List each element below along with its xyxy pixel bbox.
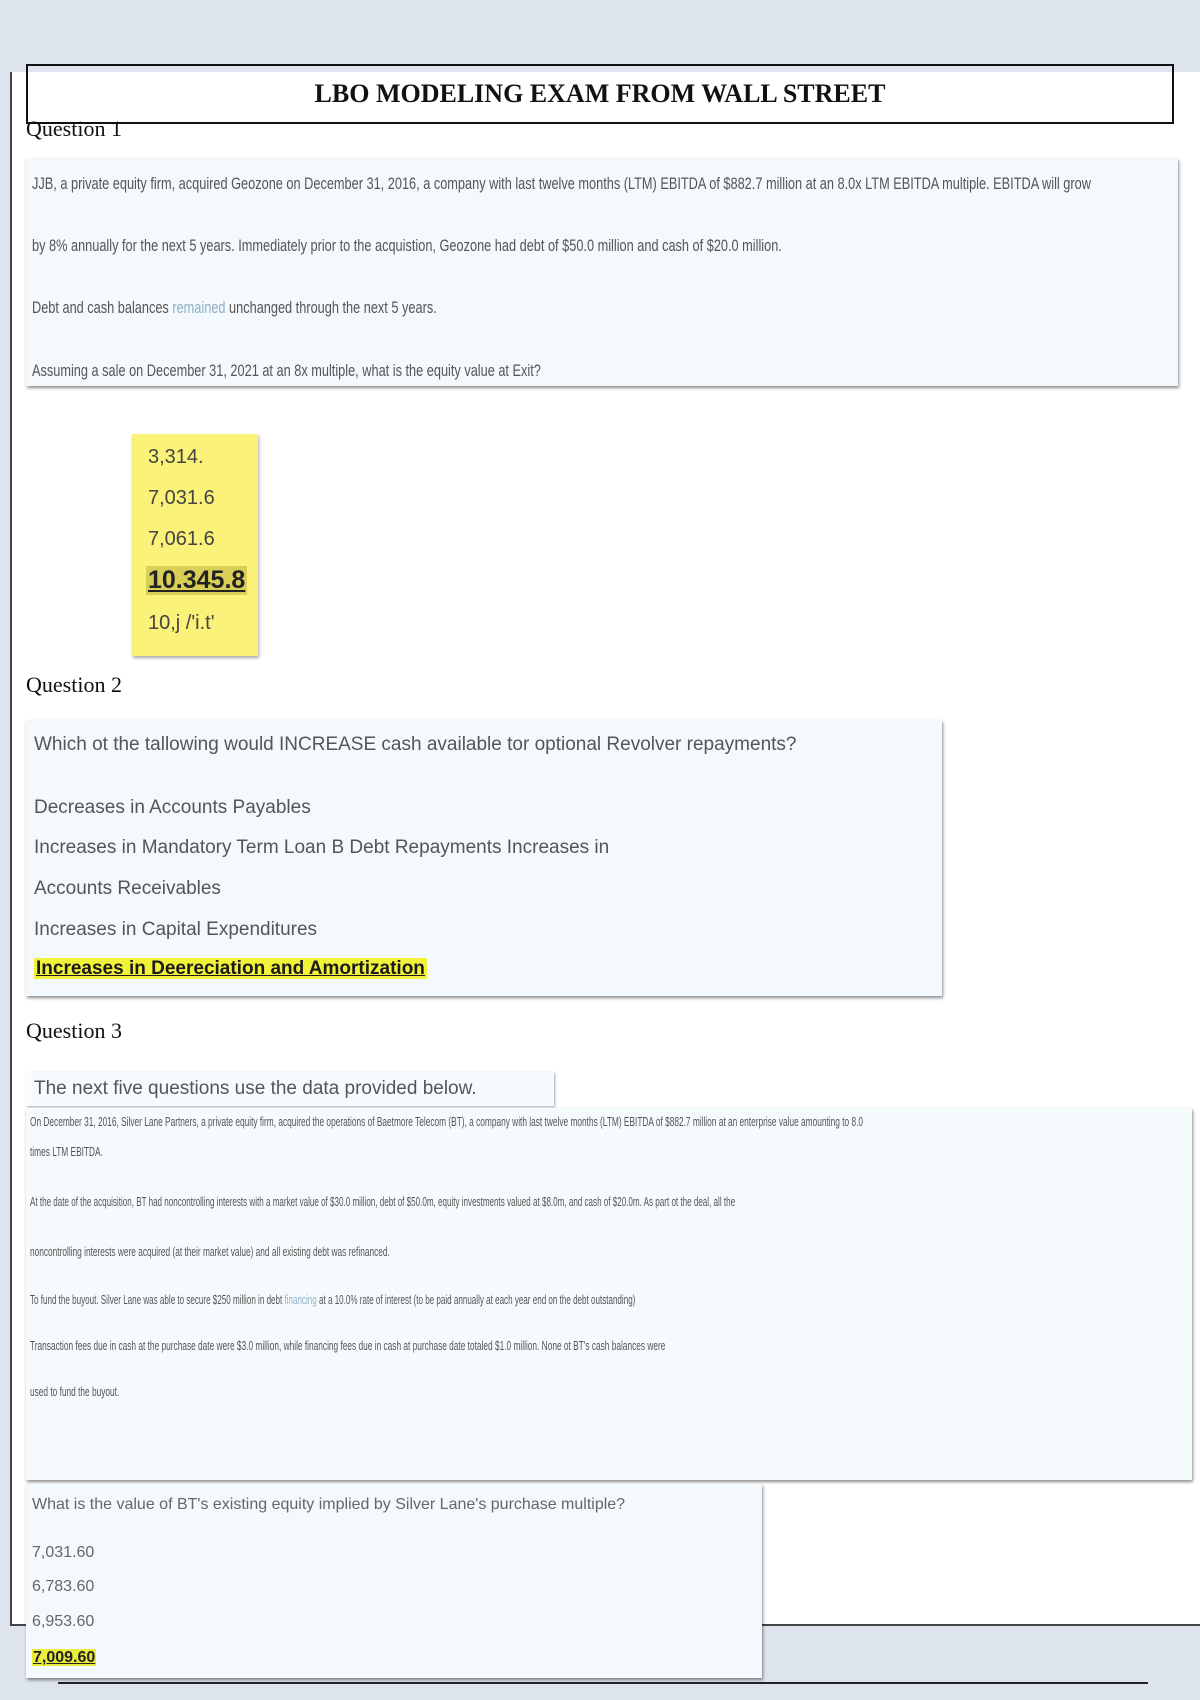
q1-option-a[interactable]: 3,314. — [148, 446, 204, 468]
question-2-heading: Question 2 — [26, 672, 122, 697]
footer-divider — [58, 1682, 1148, 1684]
question-1-line-3: Debt and cash balances remained unchanged through the next 5 years. — [32, 298, 437, 317]
q2-option-b[interactable]: Increases in Mandatory Term Loan B Debt Repayments Increases in — [34, 837, 610, 858]
q3-data-line-6: Transaction fees due in cash at the purchase date were $3.0 million, while financing fees due in cash at purchase date totaled $1.0 million. None ot BT's cash balances were — [30, 1338, 666, 1353]
question-1-card — [26, 158, 1178, 386]
q2-option-c[interactable]: Increases in Capital Expenditures — [34, 919, 318, 940]
q1-option-d-selected[interactable]: 10.345.8 — [148, 566, 246, 594]
q1-option-b[interactable]: 7,031.6 — [148, 487, 215, 509]
question-3-mc-card — [26, 1484, 762, 1678]
question-3-prompt: What is the value of BT's existing equity implied by Silver Lane's purchase multiple? — [32, 1496, 626, 1513]
q2-option-b-cont[interactable]: Accounts Receivables — [34, 878, 221, 899]
question-3-intro: The next five questions use the data provided below. — [26, 1072, 554, 1106]
q3-data-line-2: times LTM EBITDA. — [30, 1144, 103, 1159]
exam-title: LBO MODELING EXAM FROM WALL STREET — [26, 64, 1174, 124]
q1-option-c[interactable]: 7,061.6 — [148, 528, 215, 550]
q2-option-d-selected[interactable]: Increases in Deereciation and Amortization — [36, 958, 425, 979]
question-2-prompt: Which ot the tallowing would INCREASE cash available tor optional Revolver repayments? — [34, 734, 797, 755]
q3-data-line-1: On December 31, 2016, Silver Lane Partners, a private equity firm, acquired the operations of Baetmore Telecom (BT), a company with last twelve months (LTM) EBITDA of $882.7 million at an enterprise value amounting to 8.0 — [30, 1114, 864, 1129]
q1-option-e[interactable]: 10,j /'i.t' — [148, 612, 215, 634]
question-1-answer-options — [132, 434, 258, 656]
q3-option-c[interactable]: 6,953.60 — [32, 1613, 95, 1630]
question-3-heading: Question 3 — [26, 1018, 122, 1043]
q3-option-d-selected[interactable]: 7,009.60 — [33, 1649, 96, 1666]
q2-option-a[interactable]: Decreases in Accounts Payables — [34, 797, 311, 818]
question-2-card — [26, 720, 942, 996]
q3-data-line-7: used to fund the buyout. — [30, 1384, 120, 1399]
q3-option-a[interactable]: 7,031.60 — [32, 1544, 95, 1561]
question-1-heading: Question 1 — [26, 116, 122, 141]
q3-data-line-3: At the date of the acquisition, BT had noncontrolling interests with a market value of $30.0 million, debt of $50.0m, equity investments valued at $8.0m, and cash of $20.0m. As part ot the deal, all the — [30, 1194, 736, 1209]
question-3-data-card — [26, 1108, 1192, 1480]
q3-option-b[interactable]: 6,783.60 — [32, 1578, 95, 1595]
question-1-line-2: by 8% annually for the next 5 years. Immediately prior to the acquistion, Geozone had debt of $50.0 million and cash of $20.0 million. — [32, 236, 782, 255]
exam-page — [10, 72, 1200, 1666]
q3-data-line-5: To fund the buyout. Silver Lane was able to secure $250 million in debt financing at a 10.0% rate of interest (to be paid annually at each year end on the debt outstanding) — [30, 1292, 636, 1307]
question-1-line-1: JJB, a private equity firm, acquired Geozone on December 31, 2016, a company with last twelve months (LTM) EBITDA of $882.7 million at an 8.0x LTM EBITDA multiple. EBITDA will grow — [32, 174, 1091, 193]
question-1-prompt: Assuming a sale on December 31, 2021 at an 8x multiple, what is the equity value at Exit? — [32, 361, 541, 380]
q3-data-line-4: noncontrolling interests were acquired (at their market value) and all existing debt was refinanced. — [30, 1244, 390, 1259]
